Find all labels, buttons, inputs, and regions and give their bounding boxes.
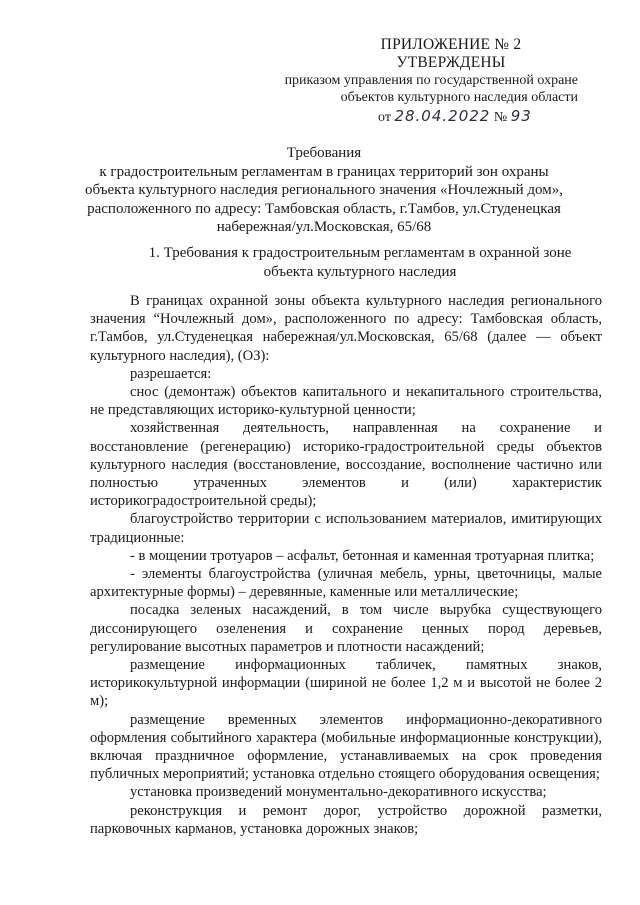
list-item-planting: посадка зеленых насаждений, в том числе вырубка существующего диссонирующего озеленения и сохранение ценных пород деревьев, регулирование высотных параметров и плотности насаждений; <box>90 602 602 655</box>
approval-stamp-block <box>280 36 600 128</box>
list-subitem-paving: - в мощении тротуаров – асфальт, бетонная и каменная тротуарная плитка; <box>130 547 595 564</box>
list-item-demolition: снос (демонтаж) объектов капитального и некапитального строительства, не представляющих историко-культурной ценности; <box>90 384 602 419</box>
list-item-landscaping: благоустройство территории с использованием материалов, имитирующих традиционные: <box>90 511 602 546</box>
section-heading-line-2: объекта культурного наследия <box>263 263 457 280</box>
requirements-subtitle-line-4: набережная/ул.Московская, 65/68 <box>216 219 432 236</box>
order-line-1: приказом управления по государственной охране <box>284 73 578 88</box>
list-subitem-street-furniture: - элементы благоустройства (уличная мебель, урны, цветочницы, малые архитектурные формы) – деревянные, каменные или металлические; <box>90 566 602 601</box>
date-prefix: от <box>378 110 391 125</box>
appendix-number: ПРИЛОЖЕНИЕ № 2 <box>380 36 522 53</box>
approved-heading: УТВЕРЖДЕНЫ <box>396 54 506 71</box>
number-sign: № <box>493 110 508 125</box>
list-item-monumental-art: установка произведений монументально-декоративного искусства; <box>130 784 547 801</box>
order-line-2: объектов культурного наследия области <box>340 90 578 105</box>
list-item-info-plaques: размещение информационных табличек, памятных знаков, историкокультурной информации (шириной не более 1,2 м и высотой не более 2 м); <box>90 657 602 710</box>
intro-paragraph: В границах охранной зоны объекта культурного наследия регионального значения “Ночлежный дом», расположенного по адресу: Тамбовская область, г.Тамбов, ул.Студенецкая набережная/ул.Московская, 65/68 (далее — объект культурного наследия), (ОЗ): <box>90 293 602 364</box>
section-heading-line-1: 1. Требования к градостроительным регламентам в охранной зоне <box>148 245 572 261</box>
requirements-subtitle-line-1: к градостроительным регламентам в границах территорий зон охраны <box>99 163 549 180</box>
requirements-subtitle-line-3: расположенного по адресу: Тамбовская область, г.Тамбов, ул.Студенецкая <box>87 200 561 217</box>
requirements-subtitle-line-2: объекта культурного наследия регионального значения «Ночлежный дом», <box>84 182 563 199</box>
list-item-economic-activity: хозяйственная деятельность, направленная на сохранение и восстановление (регенерацию) историко-градостроительной среды объектов культурного наследия (восстановление, воссоздание, восполнение частично или полностью утраченных элементов и (или) характеристик историкоградостроительной среды); <box>90 420 602 510</box>
requirements-heading <box>84 144 564 237</box>
section-heading <box>140 244 580 281</box>
list-item-road-works: реконструкция и ремонт дорог, устройство дорожной разметки, парковочных карманов, установка дорожных знаков; <box>90 802 602 837</box>
allowed-label: разрешается: <box>130 365 212 382</box>
list-item-temporary-decor: размещение временных элементов информационно-декоративного оформления событийного характера (мобильные информационные конструкции), включая праздничное оформление, устанавливаемых на срок проведения публичных мероприятий; установка отдельно стоящего оборудования освещения; <box>90 711 602 783</box>
handwritten-date: 28.04.2022 <box>394 107 491 125</box>
requirements-title: Требования <box>286 145 362 161</box>
handwritten-number: 93 <box>510 107 532 125</box>
document-body <box>90 292 602 838</box>
order-date-line <box>378 106 600 128</box>
